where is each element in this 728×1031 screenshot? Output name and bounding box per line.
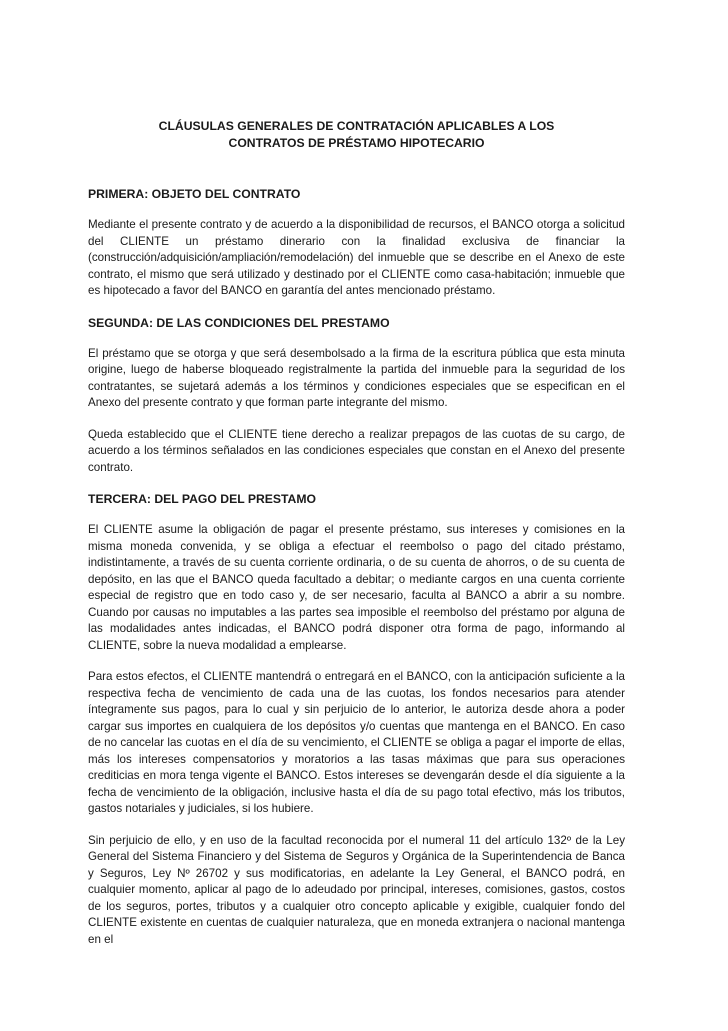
- clause-paragraph: Para estos efectos, el CLIENTE mantendrá o entregará en el BANCO, con la anticipación suficiente a la respectiva fecha de vencimiento de cada una de las cuotas, los fondos necesarios para atender íntegramente sus pagos, para lo cual y sin perjuicio de lo anterior, le autoriza desde ahora a poder cargar sus importes en cualquiera de los depósitos y/o cuentas que mantenga en el BANCO. En caso de no cancelar las cuotas en el día de su vencimiento, el CLIENTE se obliga a pagar el importe de ellas, más los intereses compensatorios y moratorios a las tasas máximas que para sus operaciones crediticias en mora tenga vigente el BANCO. Estos intereses se devengarán desde el día siguiente a la fecha de vencimiento de la obligación, inclusive hasta el día de su pago total efectivo, más los tributos, gastos notariales y judiciales, si los hubiere.: [88, 670, 625, 815]
- clause-title: : DE LAS CONDICIONES DEL PRESTAMO: [148, 315, 390, 330]
- clause-paragraph: Mediante el presente contrato y de acuerdo a la disponibilidad de recursos, el BANCO otorga a solicitud del CLIENTE un préstamo dinerario con la finalidad exclusiva de financiar la (construcción/adquisición/ampliación/remodelación) del inmueble que se describe en el Anexo de este contrato, el mismo que será utilizado y destinado por el CLIENTE como casa-habitación; inmueble que es hipotecado a favor del BANCO en garantía del antes mencionado préstamo.: [88, 218, 625, 297]
- clause-paragraph: El CLIENTE asume la obligación de pagar el presente préstamo, sus intereses y comisiones en la misma moneda convenida, y se obliga a efectuar el reembolso o pago del citado préstamo, indistintamente, a través de su cuenta corriente ordinaria, o de su cuenta de ahorros, o de su cuenta de depósito, en las que el BANCO queda facultado a debitar; o mediante cargos en una cuenta corriente especial de registro que en todo caso y, de ser necesario, faculta al BANCO a abrir a su nombre. Cuando por causas no imputables a las partes sea imposible el reembolso del préstamo por alguna de las modalidades antes indicadas, el BANCO podrá disponer otra forma de pago, informando al CLIENTE, sobre la nueva modalidad a emplearse.: [88, 523, 625, 652]
- clause-heading: [88, 186, 625, 202]
- clause-number: PRIMERA: [88, 187, 145, 201]
- clause-heading: [88, 491, 625, 507]
- document-page: [88, 118, 625, 948]
- clause-paragraph: Queda establecido que el CLIENTE tiene derecho a realizar prepagos de las cuotas de su cargo, de acuerdo a los términos señalados en las condiciones especiales que constan en el Anexo del presente contrato.: [88, 427, 625, 474]
- document-title: [88, 118, 625, 152]
- clause-paragraph: El préstamo que se otorga y que será desembolsado a la firma de la escritura pública que esta minuta origine, luego de haberse bloqueado registralmente la partida del inmueble para la seguridad de los contratantes, se sujetará además a los términos y condiciones especiales que se especifican en el Anexo del presente contrato y que forman parte integrante del mismo.: [88, 346, 625, 409]
- document-title-line-2: CONTRATOS DE PRÉSTAMO HIPOTECARIO: [228, 136, 485, 150]
- clause-primera: [88, 186, 625, 300]
- clause-paragraph: Sin perjuicio de ello, y en uso de la facultad reconocida por el numeral 11 del artículo 132º de la Ley General del Sistema Financiero y del Sistema de Seguros y Orgánica de la Superintendencia de Banca y Seguros, Ley Nº 26702 y sus modificatorias, en adelante la Ley General, el BANCO podrá, en cualquier momento, aplicar al pago de lo adeudado por principal, intereses, comisiones, gastos, costos de los seguros, portes, tributos y a cualquier otro concepto aplicable y exigible, cualquier fondo del CLIENTE existente en cuentas de cualquier naturaleza, que en moneda extranjera o nacional mantenga en el: [88, 833, 625, 946]
- clause-tercera: [88, 491, 625, 948]
- clause-segunda: [88, 315, 625, 477]
- clause-heading: [88, 315, 625, 331]
- clause-title: : OBJETO DEL CONTRATO: [144, 187, 301, 201]
- document-title-line-1: CLÁUSULAS GENERALES DE CONTRATACIÓN APLICABLES A LOS: [158, 119, 555, 133]
- clause-number: SEGUNDA: [88, 315, 149, 330]
- clause-title: : DEL PAGO DEL PRESTAMO: [146, 492, 316, 506]
- clause-number: TERCERA: [88, 492, 147, 506]
